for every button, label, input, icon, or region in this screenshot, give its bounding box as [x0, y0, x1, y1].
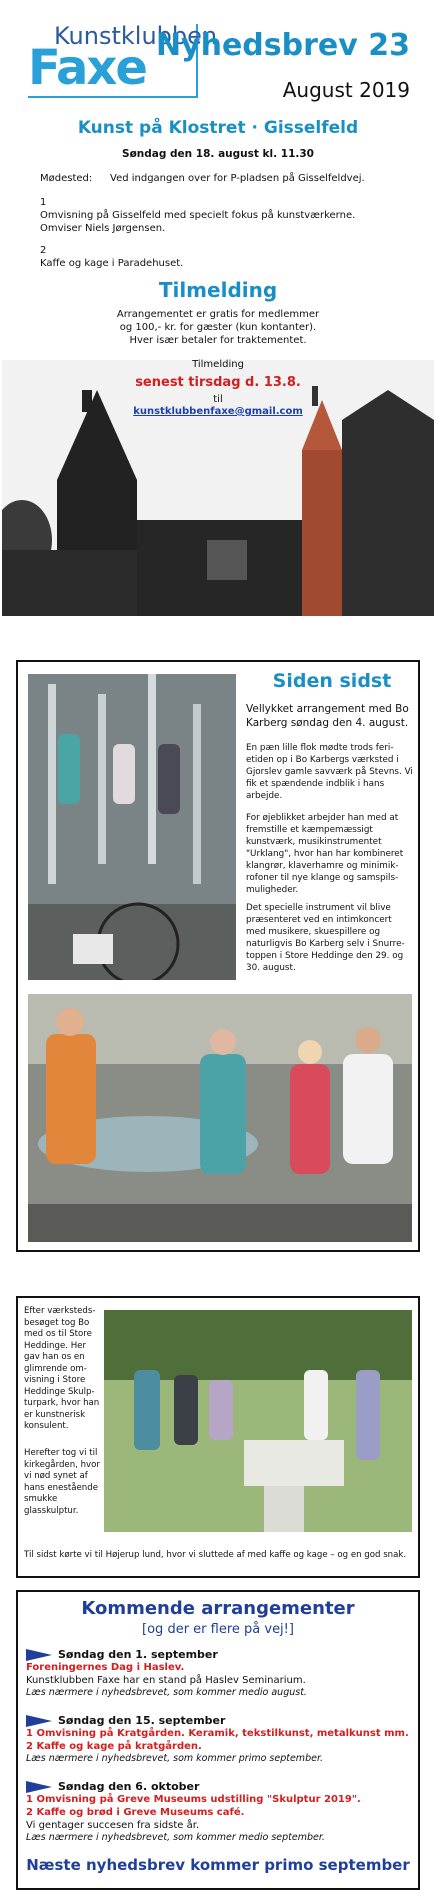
siden-sidst-card	[16, 660, 420, 1252]
event-line-2: Kunstklubben Faxe har en stand på Haslev Seminarium.	[26, 1675, 306, 1686]
siden-sidst-p3: Det specielle instrument vil blive præsenteret ved en intimkoncert med musikere, skuespillere og naturligvis Bo Karberg selv i Snurretoppen i Store Heddinge den 29. og 30. august.	[246, 903, 405, 973]
arrow-icon	[26, 1649, 52, 1661]
event-date: Søndag den 18. august kl. 11.30	[122, 148, 314, 160]
siden-sidst-title: Siden sidst	[272, 670, 392, 692]
event-date: Søndag den 15. september	[58, 1714, 226, 1727]
event-note: Læs nærmere i nyhedsbrevet, som kommer medio august.	[26, 1687, 307, 1698]
sculpture-park-photo	[104, 1310, 412, 1532]
meeting-value: Ved indgangen over for P-pladsen på Gisselfeldvej.	[110, 173, 365, 184]
event-note: Læs nærmere i nyhedsbrevet, som kommer medio september.	[26, 1832, 325, 1843]
signup-label: Tilmelding	[192, 359, 244, 370]
heddinge-card	[16, 1296, 420, 1578]
event-item	[26, 1714, 416, 1765]
event-date: Søndag den 1. september	[58, 1648, 218, 1661]
siden-sidst-p2: For øjeblikket arbejder han med at fremstille et kæmpemæssigt kunstværk, musikinstrumentet "Urklang", hvor han har kombineret klangrør, klaverhamre og minimikrofoner til nye klange og samspilsmuligheder.	[246, 813, 404, 895]
workshop-photo-2	[28, 994, 412, 1242]
event-line-1: Foreningernes Dag i Haslev.	[26, 1662, 185, 1673]
event-item	[26, 1780, 416, 1844]
siden-sidst-lead: Vellykket arrangement med Bo Karberg søndag den 4. august.	[246, 703, 409, 729]
logo-text-top: Kunstklubben	[54, 22, 218, 50]
heddinge-footer: Til sidst kørte vi til Højerup lund, hvor vi sluttede af med kaffe og kage – og en god snak.	[24, 1550, 407, 1560]
signup-title: Tilmelding	[158, 278, 278, 302]
signup-text-3: Hver især betaler for traktementet.	[129, 335, 307, 346]
newsletter-title: Nyhedsbrev 23	[155, 28, 410, 63]
event-line-2: 2 Kaffe og brød i Greve Museums café.	[26, 1807, 245, 1818]
logo-text-faxe: Faxe	[28, 40, 146, 96]
item1-number: 1	[40, 197, 47, 208]
event-note: Læs nærmere i nyhedsbrevet, som kommer primo september.	[26, 1753, 323, 1764]
upcoming-title: Kommende arrangementer	[81, 1598, 355, 1619]
item1-line2: Omviser Niels Jørgensen.	[40, 223, 166, 234]
heddinge-p2: Herefter tog vi til kirkegården, hvor vi nød synet af hans enestående smukke glasskulptur.	[24, 1448, 100, 1516]
arrow-icon	[26, 1715, 52, 1727]
event-line-3: Vi gentager succesen fra sidste år.	[26, 1820, 200, 1831]
newsletter-date: August 2019	[282, 78, 410, 102]
heddinge-p1: Efter værkstedsbesøget tog Bo med os til Store Heddinge. Her gav han os en glimrende omvisning i Store Heddinge Skulpturpark, hvor han er kunstnerisk konsulent.	[24, 1306, 100, 1431]
event-date: Søndag den 6. oktober	[58, 1780, 200, 1793]
meeting-label: Mødested:	[40, 173, 93, 184]
siden-sidst-p1: En pæn lille flok mødte trods ferietiden op i Bo Karbergs værksted i Gjorslev gamle savværk på Stevns. Vi fik et spændende indblik i hans arbejde.	[246, 743, 413, 801]
upcoming-card	[16, 1590, 420, 1890]
event-line-2: 2 Kaffe og kage på kratgården.	[26, 1741, 202, 1752]
item1-line1: Omvisning på Gisselfeld med specielt fokus på kunstværkerne.	[40, 210, 356, 221]
item2-number: 2	[40, 245, 47, 256]
event-item	[26, 1648, 416, 1699]
signup-deadline: senest tirsdag d. 13.8.	[135, 375, 301, 390]
signup-til: til	[213, 394, 223, 405]
event-title: Kunst på Klostret · Gisselfeld	[77, 118, 359, 138]
signup-text-2: og 100,- kr. for gæster (kun kontanter).	[119, 322, 317, 333]
signup-email-link[interactable]: kunstklubbenfaxe@gmail.com	[133, 406, 303, 417]
event-line-1: 1 Omvisning på Greve Museums udstilling "Skulptur 2019".	[26, 1794, 361, 1805]
next-newsletter: Næste nyhedsbrev kommer primo september	[26, 1856, 410, 1874]
workshop-photo-1	[28, 674, 236, 980]
arrow-icon	[26, 1781, 52, 1793]
item2-line1: Kaffe og kage i Paradehuset.	[40, 258, 184, 269]
upcoming-subtitle: [og der er flere på vej!]	[142, 1622, 294, 1637]
signup-text-1: Arrangementet er gratis for medlemmer	[116, 309, 320, 320]
event-line-1: 1 Omvisning på Kratgården. Keramik, tekstilkunst, metalkunst mm.	[26, 1728, 409, 1739]
